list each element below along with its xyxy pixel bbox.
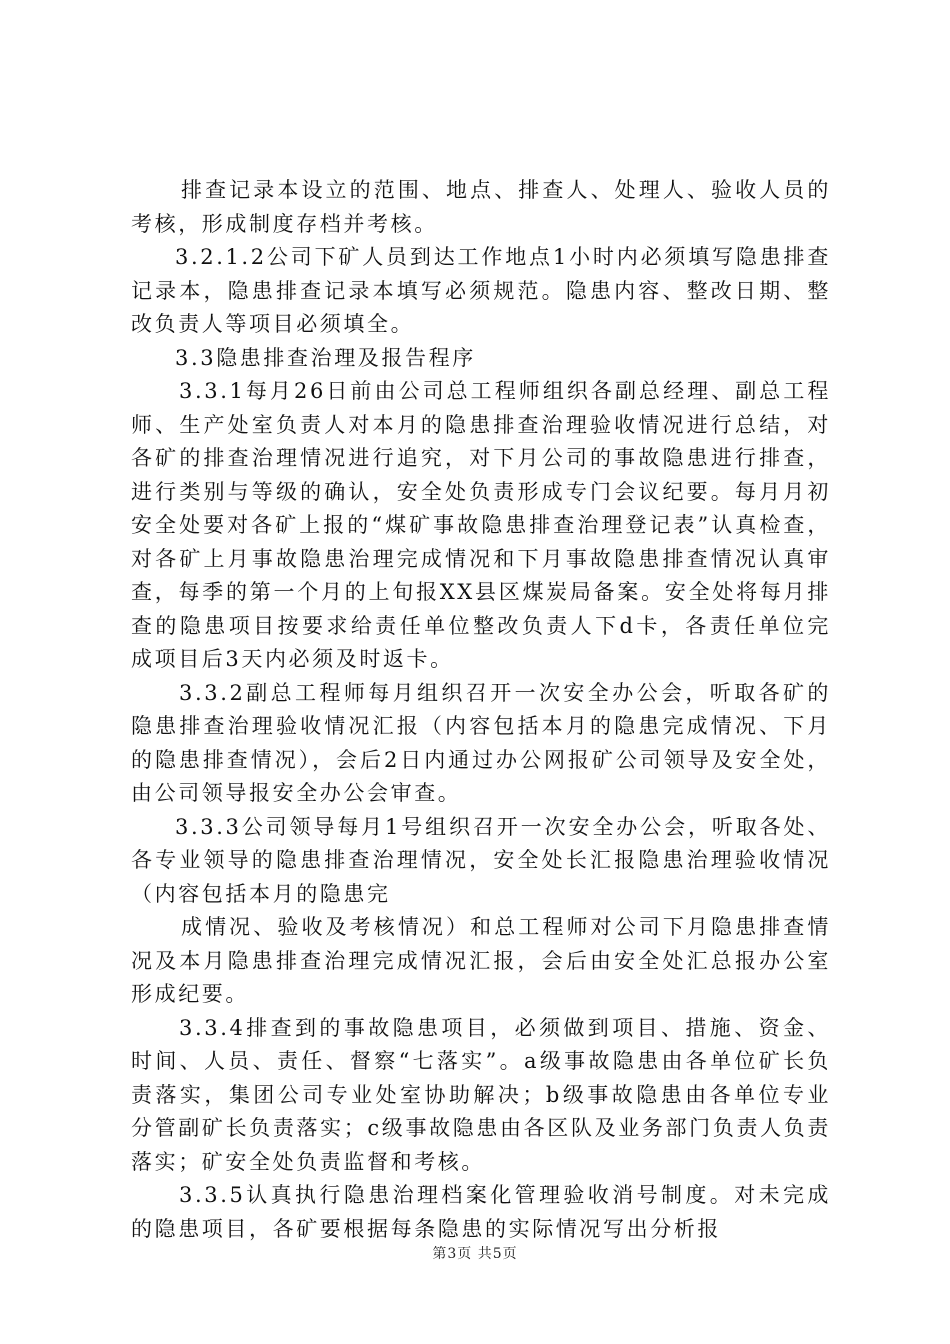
- document-body: [131, 174, 831, 1246]
- paragraph-3-3-4: 3.3.4排查到的事故隐患项目，必须做到项目、措施、资金、时间、人员、责任、督察“七落实”。a级事故隐患由各单位矿长负责落实，集团公司专业处室协助解决；b级事故隐患由各单位专业分管副矿长负责落实；c级事故隐患由各区队及业务部门负责人负责落实；矿安全处负责监督和考核。: [131, 1015, 831, 1174]
- paragraph-recording-scope: 排查记录本设立的范围、地点、排查人、处理人、验收人员的考核，形成制度存档并考核。: [131, 178, 831, 236]
- paragraph-3-3-2: 3.3.2副总工程师每月组织召开一次安全办公会，听取各矿的隐患排查治理验收情况汇报（内容包括本月的隐患完成情况、下月的隐患排查情况），会后2日内通过办公网报矿公司领导及安全处，由公司领导报安全办公会审查。: [131, 680, 831, 805]
- paragraph-3-3-5: 3.3.5认真执行隐患治理档案化管理验收消号制度。对未完成的隐患项目，各矿要根据每条隐患的实际情况写出分析报: [131, 1183, 831, 1241]
- paragraph-3-3-3: 3.3.3公司领导每月1号组织召开一次安全办公会，听取各处、各专业领导的隐患排查治理情况，安全处长汇报隐患治理验收情况（内容包括本月的隐患完: [131, 814, 831, 906]
- page-number-label: 第3页 共5页: [432, 1246, 518, 1262]
- section-heading-3-3: 3.3隐患排查治理及报告程序: [175, 345, 476, 370]
- paragraph-3-2-1-2: 3.2.1.2公司下矿人员到达工作地点1小时内必须填写隐患排查记录本，隐患排查记录本填写必须规范。隐患内容、整改日期、整改负责人等项目必须填全。: [131, 245, 831, 336]
- page-footer: [0, 1243, 950, 1263]
- paragraph-3-3-1: 3.3.1每月26日前由公司总工程师组织各副总经理、副总工程师、生产处室负责人对本月的隐患排查治理验收情况进行总结，对各矿的排查治理情况进行追究，对下月公司的事故隐患进行排查，进行类别与等级的确认，安全处负责形成专门会议纪要。每月月初安全处要对各矿上报的“煤矿事故隐患排查治理登记表”认真检查，对各矿上月事故隐患治理完成情况和下月事故隐患排查情况认真审查，每季的第一个月的上旬报XX县区煤炭局备案。安全处将每月排查的隐患项目按要求给责任单位整改负责人下d卡，各责任单位完成项目后3天内必须及时返卡。: [131, 379, 831, 671]
- paragraph-3-3-3-continued: 成情况、验收及考核情况）和总工程师对公司下月隐患排查情况及本月隐患排查治理完成情况汇报，会后由安全处汇总报办公室形成纪要。: [131, 915, 831, 1006]
